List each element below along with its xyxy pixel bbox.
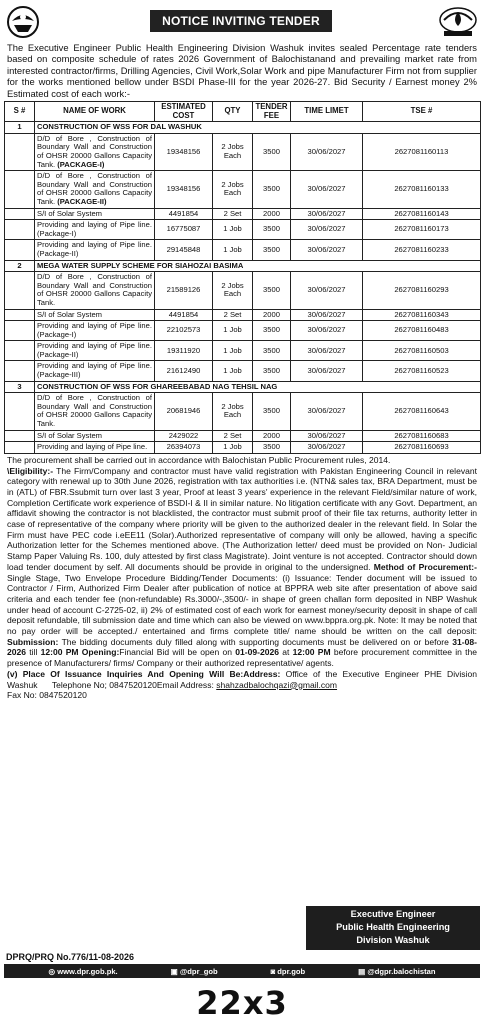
- phe-department-logo: [438, 6, 478, 38]
- footer-bar: [4, 964, 480, 978]
- work-description: D/D of Bore , Construction of Boundary Wall and Construction of OHSR 20000 Gallons Capacity Tank.: [37, 171, 152, 206]
- row-time: 30/06/2027: [291, 430, 363, 442]
- signature-line-3: Division Washuk: [356, 935, 430, 945]
- row-tse: 2627081160643: [363, 393, 481, 430]
- table-row: [5, 272, 481, 309]
- table-row: [5, 341, 481, 361]
- row-time: 30/06/2027: [291, 220, 363, 240]
- row-sno: [5, 321, 35, 341]
- row-sno: [5, 341, 35, 361]
- row-time: 30/06/2027: [291, 208, 363, 220]
- row-qty: 2 Jobs Each: [213, 133, 253, 170]
- row-sno: [5, 393, 35, 430]
- row-work: [35, 220, 155, 240]
- method-label: Method of Procurement:-: [373, 561, 477, 572]
- works-table: [4, 101, 481, 454]
- row-time: 30/06/2027: [291, 361, 363, 381]
- table-row: [5, 220, 481, 240]
- row-sno: [5, 133, 35, 170]
- work-description: S/I of Solar System: [37, 309, 102, 319]
- row-tse: 2627081160693: [363, 442, 481, 454]
- footer-twitter[interactable]: [171, 967, 218, 976]
- row-time: 30/06/2027: [291, 171, 363, 208]
- row-fee: 3500: [253, 220, 291, 240]
- row-fee: 3500: [253, 321, 291, 341]
- row-sno: [5, 272, 35, 309]
- email-link[interactable]: shahzadbalochqazi@gmail.com: [216, 679, 338, 690]
- section-number: 3: [5, 381, 35, 393]
- eligibility-label: \Eligibility:-: [7, 465, 54, 476]
- section-row: [5, 122, 481, 134]
- row-qty: 2 Set: [213, 208, 253, 220]
- row-work: [35, 361, 155, 381]
- package-label: (PACKAGE-I): [57, 159, 105, 169]
- row-qty: 1 Job: [213, 321, 253, 341]
- row-fee: 3500: [253, 393, 291, 430]
- method-text: Single Stage, Two Envelope Procedure Bidding/Tender Documents: (i) Issuance: Tender document will be issued to Contractor / Firm, Authorized Firm Dealer after publication of notice at BPPRA web site after presentation of above said criteria and each tender fee (non-refundable) Rs.3000/-,3500/- in shape of green challan form deposited in NBP Washuk under head of account C-2725-02, ii) 2% of estimated cost of each work for earnest money/security deposit in shape of call deposit refundable, till submission date and time which can also be viewed on www.bppra.org.pk. Note: It may be noted that no pay order will be accepted./ entertained and firms complete title/ name should be written on the call deposit:: [7, 572, 477, 637]
- row-work: [35, 430, 155, 442]
- work-description: Providing and laying of Pipe line. (Package-II): [37, 341, 152, 359]
- footer-web[interactable]: [48, 967, 117, 976]
- row-sno: [5, 430, 35, 442]
- row-tse: 2627081160133: [363, 171, 481, 208]
- row-cost: 20681946: [155, 393, 213, 430]
- row-work: [35, 240, 155, 260]
- footer-fb-text: @dgpr.balochistan: [367, 966, 436, 976]
- row-time: 30/06/2027: [291, 309, 363, 321]
- section-title: MEGA WATER SUPPLY SCHEME FOR SIAHOZAI BASIMA: [35, 260, 481, 272]
- table-row: [5, 208, 481, 220]
- signature-line-1: Executive Engineer: [350, 909, 436, 919]
- place-text: Office of the Executive Engineer PHE Division Washuk: [7, 668, 477, 690]
- row-sno: [5, 171, 35, 208]
- row-tse: 2627081160173: [363, 220, 481, 240]
- row-fee: 3500: [253, 240, 291, 260]
- work-description: S/I of Solar System: [37, 430, 102, 440]
- row-sno: [5, 309, 35, 321]
- row-fee: 3500: [253, 341, 291, 361]
- section-row: [5, 381, 481, 393]
- col-header-cost: ESTIMATED COST: [155, 102, 213, 122]
- twitter-icon: ▣: [170, 966, 180, 976]
- row-work: [35, 133, 155, 170]
- footer-twitter-text: @dpr_gob: [179, 966, 218, 976]
- submission-label: Submission:: [7, 636, 59, 647]
- table-row: [5, 442, 481, 454]
- col-header-time: TIME LIMET: [291, 102, 363, 122]
- row-qty: 1 Job: [213, 361, 253, 381]
- row-qty: 2 Set: [213, 309, 253, 321]
- footer-instagram[interactable]: [271, 967, 306, 976]
- place-label: (v) Place Of Issuance Inquiries And Opening Will Be:Address:: [7, 668, 281, 679]
- row-sno: [5, 220, 35, 240]
- row-cost: 4491854: [155, 309, 213, 321]
- section-number: 2: [5, 260, 35, 272]
- terms-body: [4, 454, 480, 701]
- work-description: D/D of Bore , Construction of Boundary Wall and Construction of OHSR 20000 Gallons Capacity Tank.: [37, 393, 152, 429]
- table-row: [5, 171, 481, 208]
- row-qty: 1 Job: [213, 240, 253, 260]
- section-number: 1: [5, 122, 35, 134]
- row-work: [35, 341, 155, 361]
- opening-time: 12:00 PM: [292, 647, 331, 658]
- submission-text: The bidding documents duly filled along with supporting documents must be delivered on or before: [58, 636, 453, 647]
- notice-title: NOTICE INVITING TENDER: [150, 10, 332, 32]
- row-tse: 2627081160523: [363, 361, 481, 381]
- table-row: [5, 361, 481, 381]
- row-cost: 21612490: [155, 361, 213, 381]
- dpr-reference: DPRQ/PRQ No.776/11-08-2026: [6, 952, 135, 962]
- phone-text: Telephone No; 0847520120: [51, 679, 157, 690]
- work-description: Providing and laying of Pipe line. (Package-I): [37, 321, 152, 339]
- col-header-tse: TSE #: [363, 102, 481, 122]
- row-fee: 3500: [253, 133, 291, 170]
- col-header-fee: TENDER FEE: [253, 102, 291, 122]
- eligibility-text: The Firm/Company and contractor must have valid registration with Pakistan Engineering Council in relevant category with renewal up to 30th June 2026, registration with tax authorities i.e. (NTN& sales tax, BRA Department, must be in (ATL) of FBR.Ssubmit turn over last 3 year, Proof at least 3 years' experience in the relevant Field/similar nature of work, Completion Certificate work experience of BSDI-I & II in similar nature. No litigation certificate with any Govt. Department, an affidavit showing the contractor is not blacklisted, the contractor must submit proof of their file tax returns, authority letter in case of representative of the company where priority will be given to the authorized dealer in the relevant field. In Solar the Firm must have PEC code i.eEE11 (Solar).Authorized representative of company will only be allowed, having a specific Authorization letter for the Schemes mentioned above. (The Authorization letter/ deed must be provided on Non- Judicial Stamp Paper Valuing Rs. 100, duly attested by first class Magistrate). Joint venture is not accepted. Contractor should down load tender document by self. All documents should be provide in original to the undersigned.: [7, 465, 477, 572]
- row-fee: 3500: [253, 442, 291, 454]
- opening-text: Financial Bid will be open on: [119, 647, 236, 658]
- section-title: CONSTRUCTION OF WSS FOR DAL WASHUK: [35, 122, 481, 134]
- table-row: [5, 393, 481, 430]
- row-tse: 2627081160683: [363, 430, 481, 442]
- submission-time: 12:00 PM: [40, 647, 79, 658]
- row-work: [35, 272, 155, 309]
- table-row: [5, 133, 481, 170]
- row-cost: 16775087: [155, 220, 213, 240]
- opening-label: Opening:: [78, 647, 120, 658]
- table-row: [5, 309, 481, 321]
- row-sno: [5, 442, 35, 454]
- table-row: [5, 321, 481, 341]
- ad-size-label: 22x3: [196, 984, 288, 1022]
- row-fee: 2000: [253, 430, 291, 442]
- row-qty: 1 Job: [213, 220, 253, 240]
- row-cost: 29145848: [155, 240, 213, 260]
- email-prefix: Email Address:: [156, 679, 217, 690]
- row-tse: 2627081160503: [363, 341, 481, 361]
- row-time: 30/06/2027: [291, 240, 363, 260]
- table-row: [5, 430, 481, 442]
- row-time: 30/06/2027: [291, 272, 363, 309]
- row-time: 30/06/2027: [291, 341, 363, 361]
- row-work: [35, 442, 155, 454]
- opening-text-3: before procurement committee in the presence of Manufacturers/ firms/ Company or their authorized representative/ agents.: [7, 647, 477, 669]
- row-time: 30/06/2027: [291, 442, 363, 454]
- instagram-icon: ◙: [270, 966, 278, 976]
- row-cost: 21589126: [155, 272, 213, 309]
- col-header-sno: S #: [5, 102, 35, 122]
- row-qty: 2 Jobs Each: [213, 272, 253, 309]
- row-cost: 4491854: [155, 208, 213, 220]
- signature-line-2: Public Health Engineering: [336, 922, 450, 932]
- row-cost: 2429022: [155, 430, 213, 442]
- work-description: D/D of Bore , Construction of Boundary Wall and Construction of OHSR 20000 Gallons Capacity Tank.: [37, 272, 152, 307]
- work-description: Providing and laying of Pipe line. (Package-II): [37, 240, 152, 258]
- procurement-rules: The procurement shall be carried out in accordance with Balochistan Public Procurement rules, 2014.: [7, 454, 391, 465]
- row-qty: 1 Job: [213, 341, 253, 361]
- row-qty: 1 Job: [213, 442, 253, 454]
- row-fee: 3500: [253, 361, 291, 381]
- table-header-row: [5, 102, 481, 122]
- row-work: [35, 171, 155, 208]
- work-description: Providing and laying of Pipe line. (Package-III): [37, 361, 152, 380]
- footer-facebook[interactable]: [358, 967, 435, 976]
- work-description: Providing and laying of Pipe line.: [37, 442, 148, 452]
- col-header-work: NAME OF WORK: [35, 102, 155, 122]
- work-description: Providing and laying of Pipe line.(Package-I): [37, 220, 152, 238]
- row-tse: 2627081160233: [363, 240, 481, 260]
- row-cost: 26394073: [155, 442, 213, 454]
- submission-text-2: till: [26, 647, 41, 658]
- row-tse: 2627081160293: [363, 272, 481, 309]
- footer-insta-text: dpr.gob: [277, 966, 306, 976]
- row-time: 30/06/2027: [291, 321, 363, 341]
- row-tse: 2627081160343: [363, 309, 481, 321]
- intro-paragraph: The Executive Engineer Public Health Engineering Division Washuk invites sealed Percentage rate tenders based on composite schedule of rates 2026 Government of Balochistanand and prevailing market rate from interested contractor/firms, Drilling Agencies, Civil Work,Solar Work and pipe Manufacturer Firm not from supplier for the works mentioned bellow under BSDI Phase-III for the year 2026-27. Bid Security / Earnest money 2% Estimated cost of each work:-: [7, 42, 477, 99]
- notice-page: [4, 4, 480, 701]
- row-qty: 2 Set: [213, 430, 253, 442]
- row-sno: [5, 240, 35, 260]
- row-tse: 2627081160113: [363, 133, 481, 170]
- row-time: 30/06/2027: [291, 133, 363, 170]
- work-description: S/I of Solar System: [37, 208, 102, 218]
- row-cost: 19311920: [155, 341, 213, 361]
- row-qty: 2 Jobs Each: [213, 171, 253, 208]
- opening-text-2: at: [279, 647, 293, 658]
- signature-block: [306, 906, 480, 950]
- footer-web-text: www.dpr.gob.pk.: [57, 966, 118, 976]
- row-work: [35, 309, 155, 321]
- row-fee: 3500: [253, 171, 291, 208]
- row-fee: 2000: [253, 309, 291, 321]
- row-work: [35, 321, 155, 341]
- fax-text: Fax No: 0847520120: [7, 690, 87, 701]
- row-tse: 2627081160143: [363, 208, 481, 220]
- row-qty: 2 Jobs Each: [213, 393, 253, 430]
- terms-paragraph: [7, 466, 477, 669]
- section-title: CONSTRUCTION OF WSS FOR GHAREEBABAD NAG TEHSIL NAG: [35, 381, 481, 393]
- row-fee: 3500: [253, 272, 291, 309]
- row-work: [35, 393, 155, 430]
- facebook-icon: ▤: [358, 966, 368, 976]
- package-label: (PACKAGE-II): [57, 196, 107, 206]
- section-row: [5, 260, 481, 272]
- row-time: 30/06/2027: [291, 393, 363, 430]
- table-row: [5, 240, 481, 260]
- col-header-qty: QTY: [213, 102, 253, 122]
- row-cost: 19348156: [155, 133, 213, 170]
- row-sno: [5, 208, 35, 220]
- header: [4, 4, 480, 42]
- opening-date: 01-09-2026: [235, 647, 279, 658]
- work-description: D/D of Bore , Construction of Boundary Wall and Construction of OHSR 20000 Gallons Capacity Tank.: [37, 133, 152, 169]
- globe-icon: ◎: [48, 966, 58, 976]
- row-sno: [5, 361, 35, 381]
- row-fee: 2000: [253, 208, 291, 220]
- govt-emblem-logo: [6, 5, 40, 39]
- address-paragraph: [7, 669, 477, 690]
- row-work: [35, 208, 155, 220]
- row-tse: 2627081160483: [363, 321, 481, 341]
- submission-date: 31-08-2026: [7, 636, 477, 658]
- row-cost: 22102573: [155, 321, 213, 341]
- row-cost: 19348156: [155, 171, 213, 208]
